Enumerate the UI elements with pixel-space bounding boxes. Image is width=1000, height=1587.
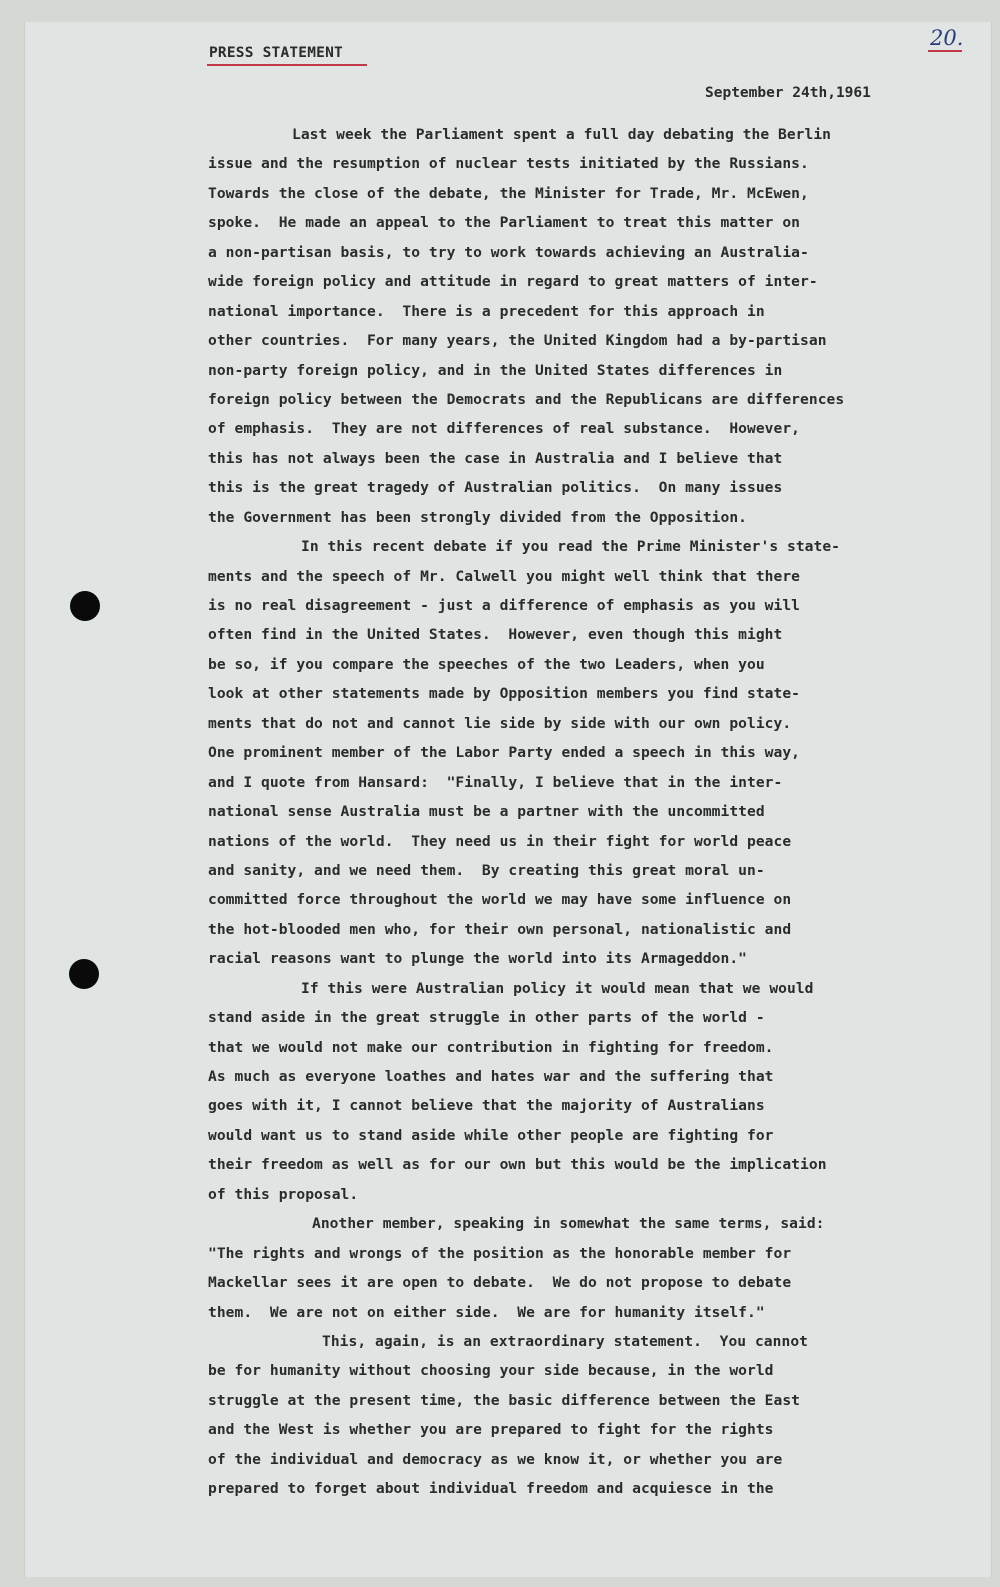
text-line: ments and the speech of Mr. Calwell you might well think that there xyxy=(208,567,801,585)
text-line: be for humanity without choosing your side because, in the world xyxy=(208,1362,774,1380)
text-line: and sanity, and we need them. By creating this great moral un- xyxy=(208,861,765,879)
text-line: national importance. There is a precedent for this approach in xyxy=(208,302,765,320)
punch-hole-bottom xyxy=(69,959,99,989)
text-line: As much as everyone loathes and hates war and the suffering that xyxy=(208,1068,774,1085)
text-line: that we would not make our contribution in fighting for freedom. xyxy=(208,1038,774,1056)
text-line: One prominent member of the Labor Party ended a speech in this way, xyxy=(208,744,801,762)
text-line: them. We are not on either side. We are for humanity itself." xyxy=(208,1303,765,1321)
text-line: struggle at the present time, the basic difference between the East xyxy=(208,1391,801,1409)
text-line: and I quote from Hansard: "Finally, I believe that in the inter- xyxy=(208,773,783,791)
page-number-underline xyxy=(928,50,962,52)
text-line: look at other statements made by Opposition members you find state- xyxy=(208,685,801,703)
page-number: 20. xyxy=(930,26,964,50)
text-line: be so, if you compare the speeches of the two Leaders, when you xyxy=(208,655,765,673)
statement-body xyxy=(208,120,968,1504)
text-line: of emphasis. They are not differences of real substance. However, xyxy=(208,420,801,438)
punch-hole-top xyxy=(70,591,100,621)
text-line: stand aside in the great struggle in other parts of the world - xyxy=(208,1009,765,1027)
text-line: spoke. He made an appeal to the Parliament to treat this matter on xyxy=(208,214,801,232)
text-line: foreign policy between the Democrats and the Republicans are differences xyxy=(208,390,845,408)
text-line: this has not always been the case in Australia and I believe that xyxy=(208,449,783,467)
text-line: is no real disagreement - just a difference of emphasis as you will xyxy=(208,597,801,614)
text-line: other countries. For many years, the United Kingdom had a by-partisan xyxy=(208,332,827,350)
text-line: "The rights and wrongs of the position as the honorable member for xyxy=(208,1244,792,1262)
text-line: national sense Australia must be a partner with the uncommitted xyxy=(208,803,765,821)
text-line: of this proposal. xyxy=(208,1185,359,1203)
statement-date: September 24th,1961 xyxy=(705,85,871,101)
text-line: and the West is whether you are prepared to fight for the rights xyxy=(208,1421,774,1439)
text-line: prepared to forget about individual freedom and acquiesce in the xyxy=(208,1480,774,1498)
text-line: of the individual and democracy as we know it, or whether you are xyxy=(208,1450,783,1468)
text-line: racial reasons want to plunge the world into its Armageddon." xyxy=(208,950,748,968)
text-line: the hot-blooded men who, for their own personal, nationalistic and xyxy=(208,920,792,938)
text-line: would want us to stand aside while other people are fighting for xyxy=(208,1126,774,1144)
text-line: the Government has been strongly divided from the Opposition. xyxy=(208,508,748,526)
text-line: Another member, speaking in somewhat the same terms, said: xyxy=(312,1215,825,1233)
text-line: their freedom as well as for our own but this would be the implication xyxy=(208,1156,827,1174)
text-line: This, again, is an extraordinary statement. You cannot xyxy=(322,1332,808,1350)
text-line: In this recent debate if you read the Prime Minister's state- xyxy=(301,538,841,556)
document-heading: PRESS STATEMENT xyxy=(209,45,343,61)
heading-underline xyxy=(207,64,367,66)
text-line: Towards the close of the debate, the Minister for Trade, Mr. McEwen, xyxy=(208,184,809,202)
text-line: Last week the Parliament spent a full day debating the Berlin xyxy=(292,126,832,143)
text-line: goes with it, I cannot believe that the majority of Australians xyxy=(208,1097,765,1115)
text-line: Mackellar sees it are open to debate. We do not propose to debate xyxy=(208,1274,792,1292)
text-line: nations of the world. They need us in their fight for world peace xyxy=(208,832,792,850)
text-line: If this were Australian policy it would mean that we would xyxy=(301,979,814,997)
text-line: ments that do not and cannot lie side by side with our own policy. xyxy=(208,714,792,732)
text-line: this is the great tragedy of Australian politics. On many issues xyxy=(208,479,783,497)
text-line: committed force throughout the world we may have some influence on xyxy=(208,891,792,909)
text-line: often find in the United States. However, even though this might xyxy=(208,626,783,644)
text-line: issue and the resumption of nuclear tests initiated by the Russians. xyxy=(208,155,809,173)
text-line: non-party foreign policy, and in the United States differences in xyxy=(208,361,783,379)
text-line: a non-partisan basis, to try to work towards achieving an Australia- xyxy=(208,243,809,261)
text-line: wide foreign policy and attitude in regard to great matters of inter- xyxy=(208,273,818,291)
